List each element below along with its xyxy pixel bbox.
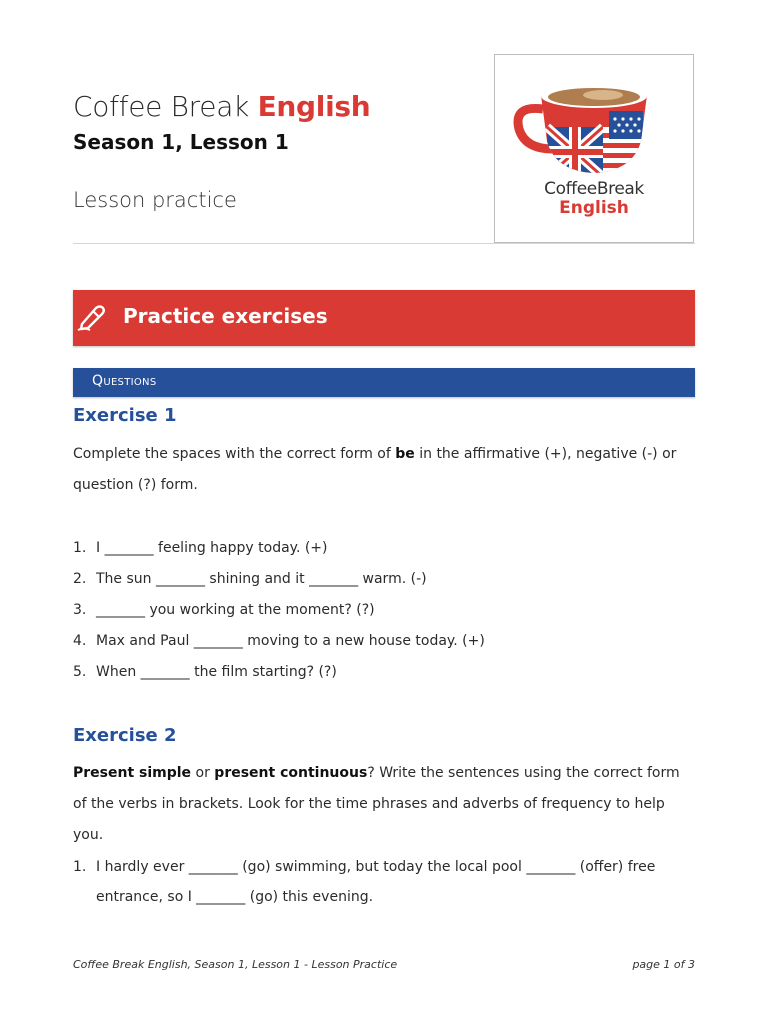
item-text: The sun _______ shining and it _______ warm. (-): [96, 571, 427, 587]
logo: [494, 54, 694, 243]
logo-wordmark-line1: CoffeeBreak: [544, 179, 644, 199]
item-text: I _______ feeling happy today. (+): [96, 540, 328, 556]
instruction-text: Complete the spaces with the correct form of: [73, 446, 396, 462]
instruction-text: or: [191, 765, 215, 781]
instruction-bold: be: [395, 446, 415, 462]
item-number: 2.: [73, 571, 87, 587]
item-text: _______ you working at the moment? (?): [96, 602, 375, 618]
brand-title-part1: Coffee Break: [73, 90, 258, 123]
instruction-bold: Present simple: [73, 765, 192, 781]
coffee-cup-icon: [513, 83, 675, 179]
banner-title: Practice exercises: [123, 304, 328, 328]
exercise-2-instruction: [73, 758, 695, 851]
item-number: 4.: [73, 633, 87, 649]
section-header: [73, 368, 695, 397]
item-number: 1.: [73, 540, 87, 556]
instruction-bold: present continuous: [214, 765, 368, 781]
item-text: Max and Paul _______ moving to a new house today. (+): [96, 633, 485, 649]
exercise-1-instruction: [73, 439, 695, 501]
page-number: page 1 of 3: [632, 958, 695, 971]
exercise-1-heading: Exercise 1: [73, 405, 177, 426]
item-number: 5.: [73, 664, 87, 680]
footer-title: Coffee Break English, Season 1, Lesson 1 - Lesson Practice: [73, 958, 398, 971]
logo-wordmark-line2: English: [559, 198, 629, 218]
brand-title-part2: English: [257, 90, 371, 123]
item-number: 3.: [73, 602, 87, 618]
instruction-text: in the affirmative (+), negative (-) or question (?) form.: [73, 446, 677, 493]
item-text: When _______ the film starting? (?): [96, 664, 337, 680]
practice-banner: [73, 290, 695, 346]
item-text: I hardly ever _______ (go) swimming, but today the local pool _______ (offer) free entrance, so I _______ (go) this evening.: [96, 859, 656, 905]
lesson-title: Season 1, Lesson 1: [73, 130, 289, 154]
instruction-text: ? Write the sentences using the correct form of the verbs in brackets. Look for the time phrases and adverbs of frequency to help you.: [73, 765, 680, 843]
exercise-2-heading: Exercise 2: [73, 725, 177, 746]
pen-icon: [76, 300, 108, 336]
header-divider: [73, 243, 695, 244]
item-number: 1.: [73, 859, 87, 875]
section-title: Questions: [92, 373, 157, 389]
brand-title: [73, 90, 370, 123]
page-subtitle: Lesson practice: [73, 188, 237, 212]
